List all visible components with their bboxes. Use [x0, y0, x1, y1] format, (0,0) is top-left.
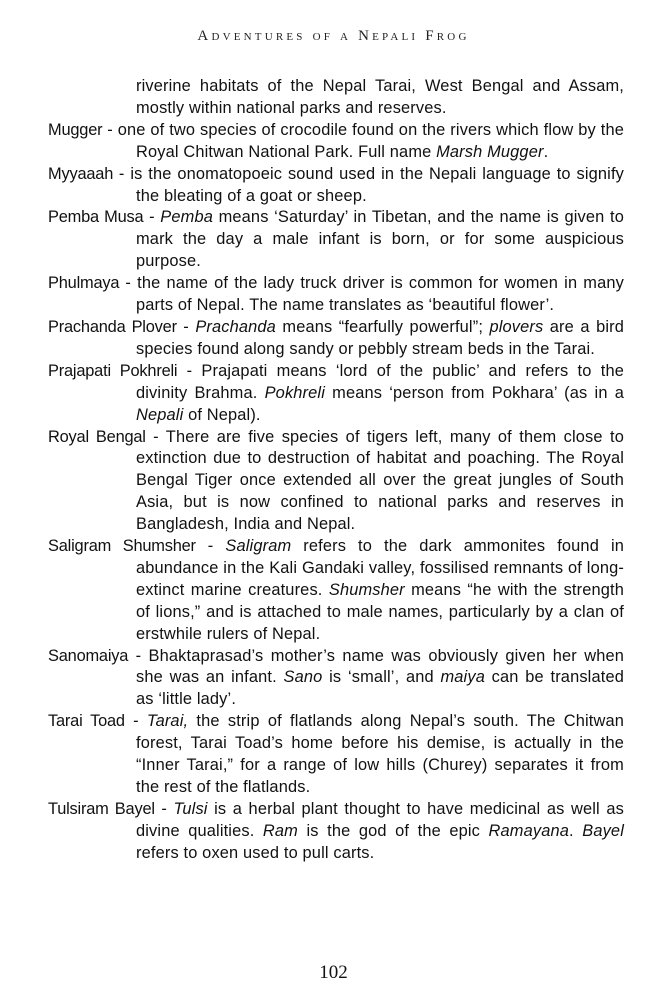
glossary-definition-text: the strip of flatlands along Nepal’s south. The Chitwan forest, Tarai Toad’s home before his demise, is actually in the “Inner Tarai,” for a range of low hills (Churey) separates it from the rest of the flatlands. — [136, 712, 624, 796]
glossary-italic-text: maiya — [440, 668, 485, 687]
glossary-definition-text: - — [154, 799, 174, 818]
glossary-definition-text: - is the onomatopoeic sound used in the Nepali language to signify the bleating of a goat or sheep. — [113, 164, 624, 205]
glossary-term: Tulsiram Bayel — [48, 799, 155, 818]
glossary-term: Myyaaah — [48, 164, 114, 183]
glossary-definition-text: means ‘Saturday’ in Tibetan, and the name is given to mark the day a male infant is born, or for some auspicious purpose. — [136, 208, 624, 271]
glossary-entry — [48, 164, 624, 208]
glossary-definition-text: riverine habitats of the Nepal Tarai, West Bengal and Assam, mostly within national parks and reserves. — [136, 77, 624, 117]
glossary-definition-text: - — [176, 317, 196, 336]
glossary-definition-text: can be translated as ‘little lady’. — [136, 668, 624, 709]
glossary-entry — [48, 646, 624, 712]
glossary-entry — [48, 273, 624, 317]
glossary-definition-text: of Nepal). — [183, 405, 261, 424]
glossary-italic-text: Bayel — [582, 821, 624, 840]
glossary-entry-continuation — [48, 76, 624, 120]
glossary-entry — [48, 207, 624, 273]
glossary-italic-text: plovers — [489, 317, 544, 336]
glossary-italic-text: Ramayana — [488, 821, 570, 840]
glossary-term: Mugger — [48, 120, 103, 139]
glossary-italic-text: Prachanda — [195, 317, 276, 336]
glossary-italic-text: Nepali — [136, 405, 184, 424]
glossary-definition-text: - one of two species of crocodile found on the rivers which flow by the Royal Chitwan National Park. Full name — [102, 120, 624, 161]
glossary-term: Prajapati Pokhreli — [48, 361, 178, 380]
glossary-term: Tarai Toad — [48, 712, 125, 731]
glossary-definition-text: is ‘small’, and — [322, 668, 441, 687]
glossary-definition-text: - — [124, 712, 147, 731]
glossary-italic-text: Pemba — [160, 208, 213, 227]
glossary-term: Saligram Shumsher — [48, 537, 196, 556]
glossary-italic-text: Marsh Mugger — [436, 142, 544, 161]
glossary-definition-text: - — [143, 208, 161, 227]
glossary-definition-text: means “fearfully powerful”; — [275, 317, 490, 336]
glossary-definition-text: - Prajapati means ‘lord of the public’ and refers to the divinity Brahma. — [136, 361, 624, 402]
glossary-definition-text: - the name of the lady truck driver is common for women in many parts of Nepal. The name translates as ‘beautiful flower’. — [119, 274, 624, 315]
glossary-definition-text: refers to oxen used to pull carts. — [136, 843, 375, 862]
glossary-italic-text: Saligram — [225, 537, 292, 556]
glossary-term: Phulmaya — [48, 274, 120, 293]
glossary-definition-text: - — [195, 537, 226, 556]
glossary-entry — [48, 317, 624, 361]
glossary-term: Prachanda Plover — [48, 317, 177, 336]
glossary-term: Sanomaiya — [48, 646, 129, 665]
glossary-definition-text: refers to the dark ammonites found in abundance in the Kali Gandaki valley, fossilised remnants of long-extinct marine creatures. — [136, 537, 624, 599]
glossary-definition-text: means “he with the strength of lions,” and is attached to male names, particularly by a clan of erstwhile rulers of Nepal. — [136, 580, 624, 643]
glossary-italic-text: Shumsher — [328, 580, 405, 599]
glossary-definition-text: - There are five species of tigers left, many of them close to extinction due to destruction of habitat and poaching. The Royal Bengal Tiger once extended all over the great jungles of South Asia, but is now confined to national parks and reserves in Bangladesh, India and Nepal. — [136, 427, 624, 534]
glossary-italic-text: Pokhreli — [264, 383, 326, 402]
page-number: 102 — [319, 962, 348, 983]
glossary-italic-text: Ram — [262, 821, 298, 840]
glossary-list — [48, 76, 624, 865]
glossary-definition-text: means ‘person from Pokhara’ (as in a — [325, 383, 624, 402]
glossary-italic-text: Tulsi — [173, 799, 208, 818]
glossary-entry — [48, 711, 624, 799]
glossary-entry — [48, 427, 624, 537]
glossary-definition-text: . — [569, 821, 583, 840]
glossary-definition-text: is a herbal plant thought to have medicinal as well as divine qualities. — [136, 799, 624, 840]
glossary-entry — [48, 120, 624, 164]
glossary-entry — [48, 799, 624, 865]
glossary-definition-text: are a bird species found along sandy or pebbly stream beds in the Tarai. — [136, 317, 625, 358]
running-head: Adventures of a Nepali Frog — [197, 28, 470, 44]
glossary-italic-text: Tarai, — [146, 712, 189, 731]
glossary-definition-text: is the god of the epic — [297, 821, 489, 840]
glossary-italic-text: Sano — [283, 668, 323, 687]
glossary-entry — [48, 536, 624, 646]
glossary-definition-text: - Bhaktaprasad’s mother’s name was obviously given her when she was an infant. — [128, 646, 624, 687]
glossary-term: Royal Bengal — [48, 427, 146, 446]
glossary-entry — [48, 361, 624, 427]
glossary-definition-text: . — [543, 142, 549, 161]
glossary-term: Pemba Musa — [48, 208, 144, 227]
